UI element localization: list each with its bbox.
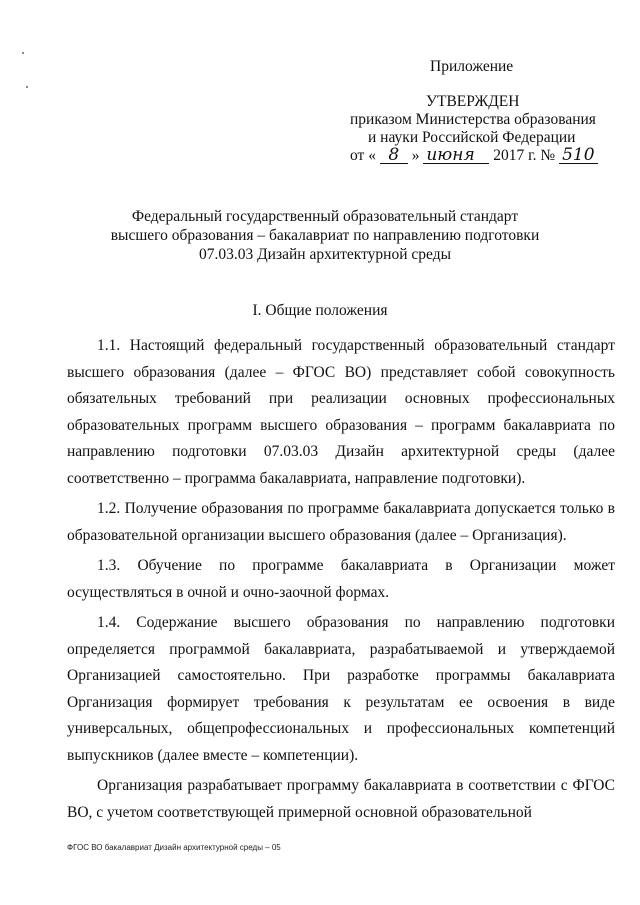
scan-speck <box>26 86 28 88</box>
handwritten-order-number: 510 <box>559 147 597 164</box>
scan-speck <box>22 52 24 54</box>
body-text <box>67 333 615 830</box>
paragraph: 1.3. Обучение по программе бакалавриата в Организации может осуществляться в очной и очно-заочной формах. <box>67 557 615 601</box>
handwritten-day: 8 <box>380 147 408 164</box>
approved-label: УТВЕРЖДЕН <box>426 93 520 110</box>
page-footer: ФГОС ВО бакалавриат Дизайн архитектурной среды – 05 <box>67 843 281 852</box>
appendix-label: Приложение <box>430 58 514 75</box>
paragraph: 1.2. Получение образования по программе бакалавриата допускается только в образовательной организации высшего образования (далее – Организация). <box>67 500 615 544</box>
order-year: 2017 г. № <box>493 147 556 164</box>
order-date-line <box>350 147 598 165</box>
order-line: приказом Министерства образования <box>350 111 596 128</box>
paragraph: Организация разрабатывает программу бакалавриата в соответствии с ФГОС ВО, с учетом соответствующей примерной основной образовательной <box>67 777 615 821</box>
order-date-prefix: от « <box>350 147 376 164</box>
order-date-mid: » <box>411 147 420 164</box>
handwritten-month: июня <box>423 147 489 164</box>
standard-title <box>60 207 590 264</box>
title-line: Федеральный государственный образовательный стандарт <box>131 208 519 225</box>
paragraph: 1.4. Содержание высшего образования по направлению подготовки определяется программой бакалавриата, разрабатываемой и утверждаемой Организацией самостоятельно. При разработке программы бакалавриата Организация формирует требования к результатам ее освоения в виде универсальных, общепрофессиональных и профессиональных компетенций выпускников (далее вместе – компетенции). <box>67 614 615 764</box>
order-line: и науки Российской Федерации <box>368 129 576 146</box>
paragraph: 1.1. Настоящий федеральный государственный образовательный стандарт высшего образования (далее – ФГОС ВО) представляет собой совокупность обязательных требований при реализации основных профессиональных образовательных программ высшего образования – программ бакалавриата по направлению подготовки 07.03.03 Дизайн архитектурной среды (далее соответственно – программа бакалавриата, направление подготовки). <box>67 337 615 487</box>
title-line: высшего образования – бакалавриат по направлению подготовки <box>110 227 540 244</box>
title-line: 07.03.03 Дизайн архитектурной среды <box>198 246 451 263</box>
section-heading: I. Общие положения <box>252 302 388 319</box>
